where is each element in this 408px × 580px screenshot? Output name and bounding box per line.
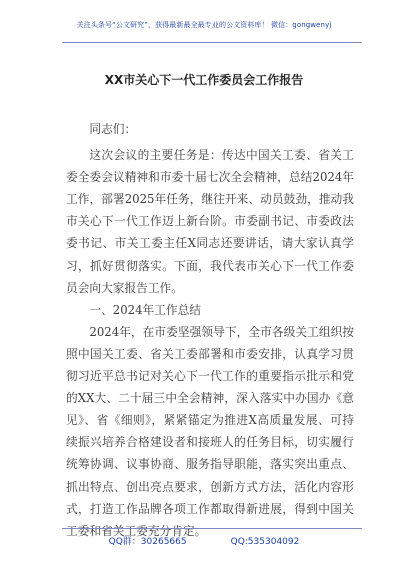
paragraph-intro: 这次会议的主要任务是：传达中国关工委、省关工委全委会议精神和市委十届七次全会精神，总结2024年工作，部署2025年任务，继往开来、动员鼓劲，推动我市关心下一代工作迈上新台阶。市委副书记、市委政法委书记、市关工委主任X同志还要讲话，请大家认真学习，抓好贯彻落实。下面，我代表市关心下一代工作委员会向大家报告工作。 (66, 148, 354, 295)
header-divider (62, 42, 362, 43)
footer-qq-number: QQ:535304092 (230, 537, 300, 547)
footer (0, 534, 408, 547)
document-title: XX市关心下一代工作委员会工作报告 (104, 73, 304, 87)
document-body (66, 118, 354, 542)
salutation: 同志们： (89, 122, 137, 136)
footer-divider (62, 528, 362, 529)
section-heading: 一、2024年工作总结 (89, 302, 201, 317)
header-note: 关注头条号“公文研究”，获得最新最全最专业的公文资料库！ 微信：gongwenyj (76, 21, 332, 29)
paragraph-summary: 2024年，在市委坚强领导下，全市各级关工组织按照中国关工委、省关工委部署和市委安排，认真学习贯彻习近平总书记对关心下一代工作的重要指示批示和党的XX大、二十届三中全会精神，深入落实中办国办《意见》、省《细则》，紧紧锚定为推进X高质量发展、可持续振兴培养合格建设者和接班人的任务目标，切实履行统筹协调、议事协商、服务指导职能，落实突出重点、抓出特点、创出亮点要求，创新方式方法，活化内容形式，打造工作品牌各项工作都取得新进展，得到中国关工委和省关工委充分肯定。 (66, 324, 354, 538)
footer-qq-group: QQ群：30265665 (108, 537, 187, 547)
